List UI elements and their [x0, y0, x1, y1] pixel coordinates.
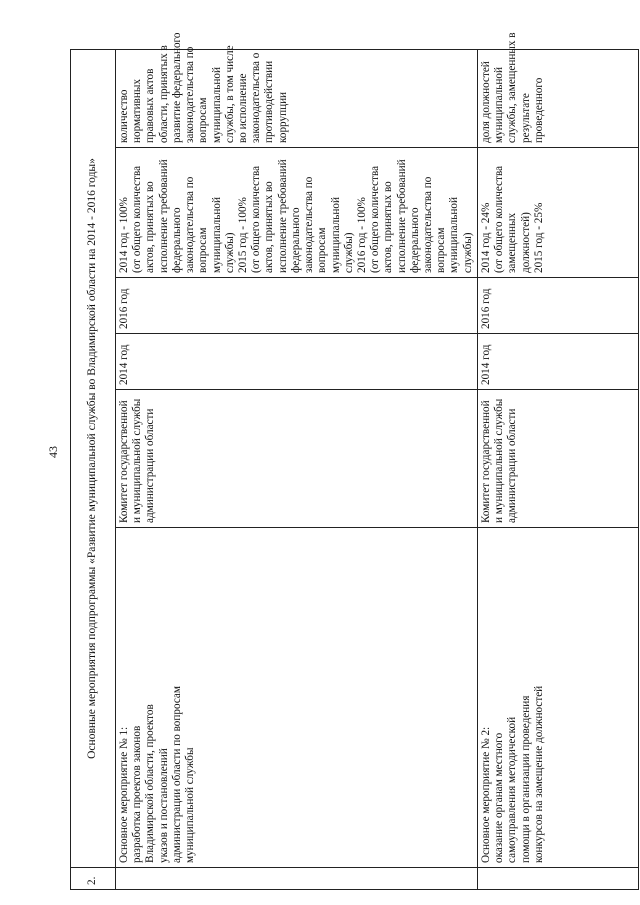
text-line: Основное мероприятие № 1:: [118, 726, 130, 863]
text-line: Комитет государственной: [479, 400, 492, 523]
text-line: во исполнение: [236, 73, 249, 143]
text-line: (от общего количества: [131, 165, 144, 273]
target-values-cell: [116, 148, 478, 278]
target-values-cell: [477, 148, 638, 278]
text-line: службы, в том числе: [223, 45, 236, 143]
text-line: правовых актов: [144, 68, 157, 143]
text-line: (от общего количества: [250, 165, 263, 273]
text-line: вопросам: [197, 227, 210, 273]
start-year-cell: 2014 год: [116, 334, 478, 390]
text-line: Основное мероприятие № 2:: [479, 726, 492, 863]
text-line: развитие федерального: [170, 32, 183, 143]
text-line: коррупции: [276, 91, 289, 143]
text-line: разработка проектов законов: [131, 725, 144, 863]
measure-name-cell: [116, 528, 478, 868]
text-line: администрации области по вопросам: [170, 686, 183, 863]
text-line: противодействии: [263, 60, 276, 143]
text-line: оказание органам местного: [493, 732, 506, 863]
text-line: (от общего количества: [369, 165, 382, 273]
text-line: исполнение требований: [395, 159, 408, 273]
text-line: указов и постановлений: [157, 748, 170, 863]
text-line: федерального: [170, 207, 183, 273]
text-line: Комитет государственной: [118, 400, 130, 523]
text-line: (от общего количества: [493, 165, 506, 273]
text-line: Владимирской области, проектов: [144, 704, 157, 863]
text-line: помощи в организации проведения: [519, 695, 532, 863]
text-line: конкурсов на замещение должностей: [532, 685, 545, 863]
text-line: проведенного: [532, 77, 545, 143]
section-number: 2.: [71, 868, 116, 890]
text-line: количество: [118, 89, 130, 143]
text-line: законодательства по: [303, 176, 316, 273]
section-title: Основные мероприятия подпрограммы «Развитие муниципальной службы во Владимирской области на 2014 - 2016 годы»: [71, 49, 116, 867]
text-line: законодательства по: [184, 46, 197, 143]
text-line: вопросам: [316, 227, 329, 273]
text-line: законодательства по: [422, 176, 435, 273]
text-line: федерального: [408, 207, 421, 273]
text-line: нормативных: [131, 79, 144, 143]
text-line: доля должностей: [479, 61, 492, 143]
text-line: службы): [223, 232, 236, 273]
measure-name-cell: [477, 528, 638, 868]
indicator-cell: [116, 32, 478, 147]
text-line: законодательства о: [250, 52, 263, 143]
text-line: администрации области: [506, 408, 519, 523]
text-line: актов, принятых во: [382, 181, 395, 273]
text-line: муниципальной: [329, 197, 342, 273]
text-line: и муниципальной службы: [131, 398, 144, 523]
text-line: муниципальной службы: [184, 747, 197, 863]
text-line: муниципальной: [210, 67, 223, 143]
text-line: службы): [461, 232, 474, 273]
row-number-cell: [116, 868, 478, 890]
rotated-table-container: [70, 32, 570, 890]
end-year-cell: 2016 год: [116, 278, 478, 334]
text-line: вопросам: [435, 227, 448, 273]
text-line: актов, принятых во: [144, 181, 157, 273]
text-line: 2015 год - 25%: [532, 202, 545, 273]
table-row: [116, 49, 478, 889]
text-line: области, принятых в: [157, 45, 170, 143]
text-line: службы, замещенных в: [506, 32, 519, 143]
end-year-cell: 2016 год: [477, 278, 638, 334]
page-number: 43: [46, 446, 60, 458]
responsible-cell: [116, 390, 478, 528]
text-line: исполнение требований: [276, 159, 289, 273]
text-line: федерального: [289, 207, 302, 273]
text-line: и муниципальной службы: [493, 398, 506, 523]
responsible-cell: [477, 390, 638, 528]
text-line: 2015 год - 100%: [236, 197, 249, 273]
section-header-row: [71, 49, 116, 889]
text-line: должностей): [519, 212, 532, 273]
text-line: вопросам: [197, 97, 210, 143]
text-line: муниципальной: [493, 67, 506, 143]
text-line: 2014 год - 24%: [479, 202, 492, 273]
text-line: замещенных: [506, 212, 519, 273]
text-line: 2014 год - 100%: [118, 197, 130, 273]
text-line: администрации области: [144, 408, 157, 523]
text-line: законодательства по: [184, 176, 197, 273]
indicator-cell: [477, 32, 638, 147]
text-line: службы): [342, 232, 355, 273]
text-line: результате: [519, 93, 532, 143]
row-number-cell: [477, 868, 638, 890]
table-row: [477, 49, 638, 889]
text-line: исполнение требований: [157, 159, 170, 273]
text-line: актов, принятых во: [263, 181, 276, 273]
text-line: самоуправления методической: [506, 716, 519, 863]
text-line: муниципальной: [210, 197, 223, 273]
text-line: 2016 год - 100%: [355, 197, 368, 273]
start-year-cell: 2014 год: [477, 334, 638, 390]
program-table: [70, 32, 639, 890]
text-line: муниципальной: [448, 197, 461, 273]
